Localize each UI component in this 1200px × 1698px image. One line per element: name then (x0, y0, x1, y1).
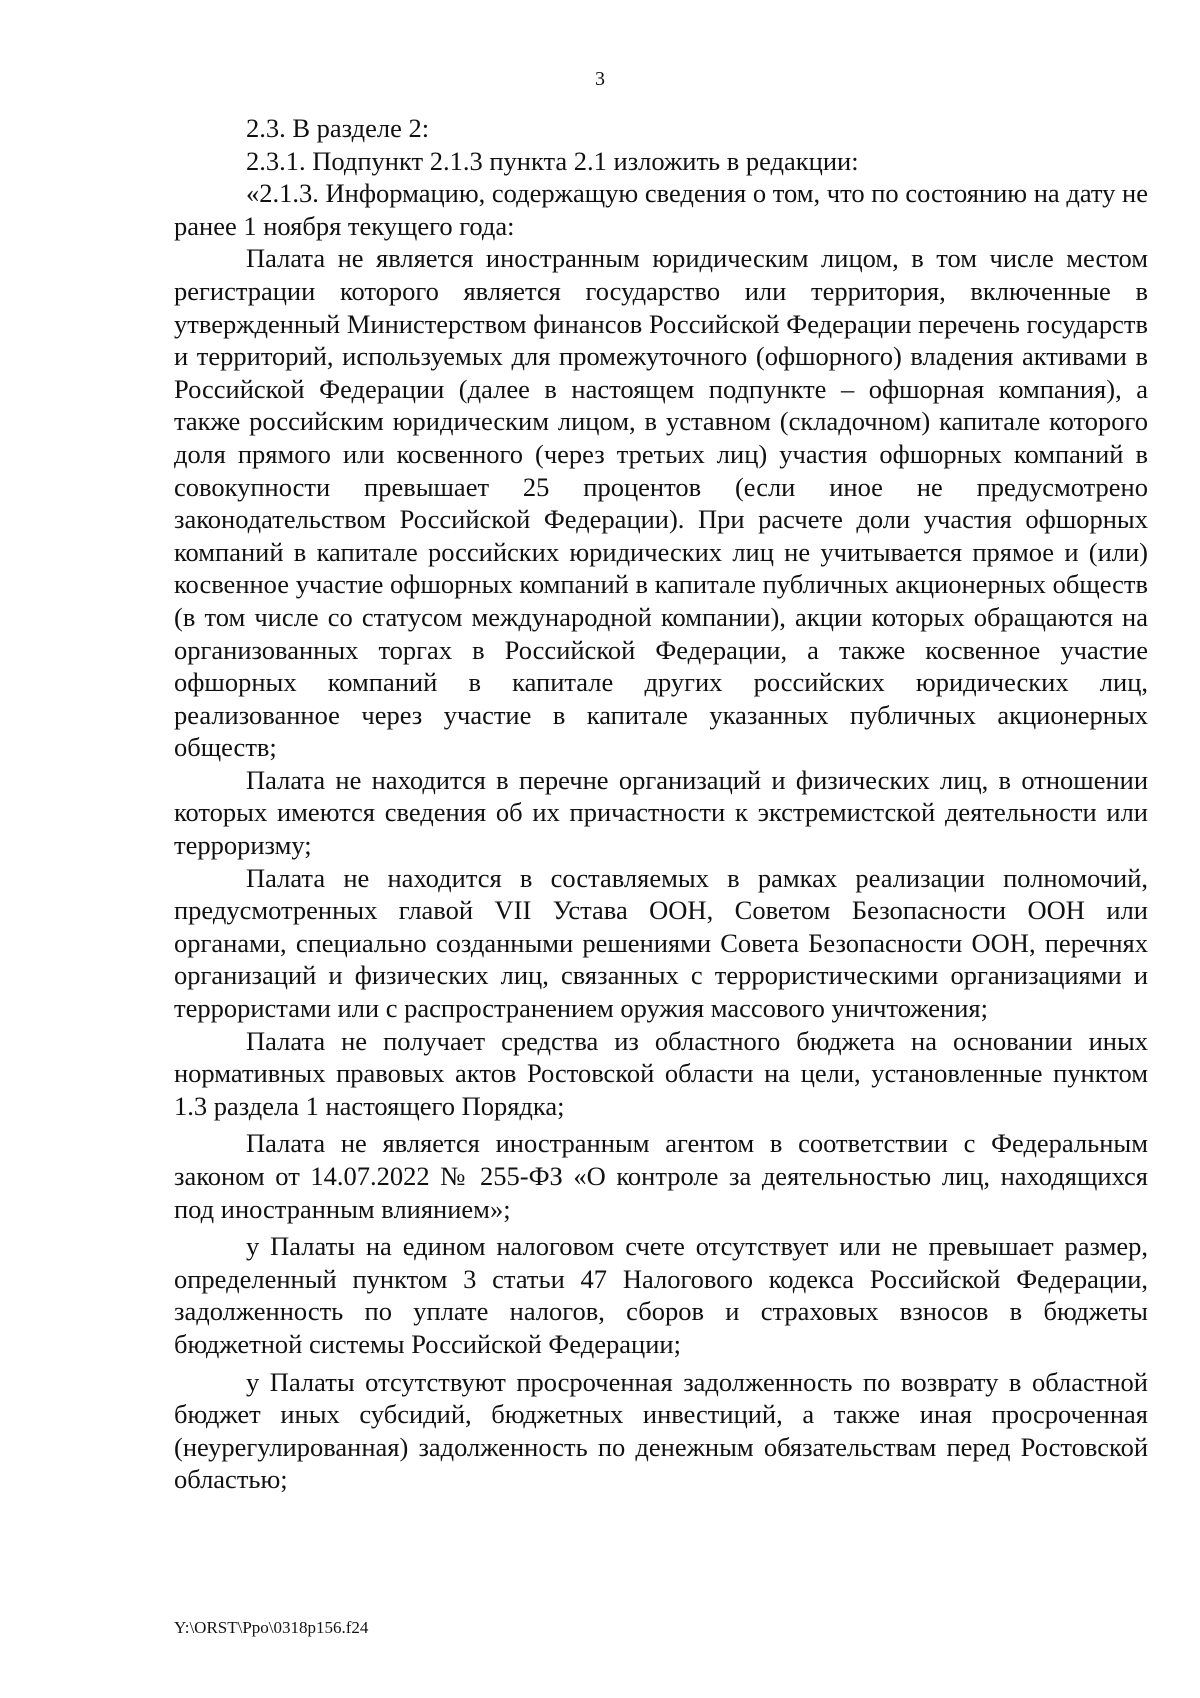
paragraph-foreign-agent: Палата не является иностранным агентом в соответствии с Федеральным законом от 14.07.2022 № 255-ФЗ «О контроле за деятельностью лиц, находящихся под иностранным влиянием»; (174, 1128, 1148, 1224)
paragraph-section-2-3: 2.3. В разделе 2: (246, 113, 430, 143)
paragraph-regional-budget: Палата не получает средства из областного бюджета на основании иных нормативных правовых актов Ростовской области на цели, установленные пунктом 1.3 раздела 1 настоящего Порядка; (174, 1025, 1148, 1121)
document-body (174, 112, 1148, 1496)
paragraph-subitem-2-3-1: 2.3.1. Подпункт 2.1.3 пункта 2.1 изложить в редакции: (246, 145, 859, 176)
paragraph-tax-debt: у Палаты на едином налоговом счете отсутствует или не превышает размер, определенный пунктом 3 статьи 47 Налогового кодекса Российской Федерации, задолженность по уплате налогов, сборов и страховых взносов в бюджеты бюджетной системы Российской Федерации; (174, 1231, 1148, 1359)
footer-file-path: Y:\ORST\Ppo\0318p156.f24 (174, 1618, 369, 1637)
paragraph-subitem-2-1-3: «2.1.3. Информацию, содержащую сведения о том, что по состоянию на дату не ранее 1 ноября текущего года: (174, 178, 1148, 241)
paragraph-un-lists: Палата не находится в составляемых в рамках реализации полномочий, предусмотренных главой VII Устава ООН, Советом Безопасности ООН или органами, специально созданными решениями Совета Безопасности ООН, перечнях организаций и физических лиц, связанных с террористическими организациями и террористами или с распространением оружия массового уничтожения; (174, 862, 1148, 1024)
paragraph-offshore: Палата не является иностранным юридическим лицом, в том числе местом регистрации которого является государство или территория, включенные в утвержденный Министерством финансов Российской Федерации перечень государств и территорий, используемых для промежуточного (офшорного) владения активами в Российской Федерации (далее в настоящем подпункте – офшорная компания), а также российским юридическим лицом, в уставном (складочном) капитале которого доля прямого или косвенного (через третьих лиц) участия офшорных компаний в совокупности превышает 25 процентов (если иное не предусмотрено законодательством Российской Федерации). При расчете доли участия офшорных компаний в капитале российских юридических лиц не учитывается прямое и (или) косвенное участие офшорных компаний в капитале публичных акционерных обществ (в том числе со статусом международной компании), акции которых обращаются на организованных торгах в Российской Федерации, а также косвенное участие офшорных компаний в капитале других российских юридических лиц, реализованное через участие в капитале указанных публичных акционерных обществ; (174, 243, 1148, 763)
paragraph-overdue-debt: у Палаты отсутствуют просроченная задолженность по возврату в областной бюджет иных субсидий, бюджетных инвестиций, а также иная просроченная (неурегулированная) задолженность по денежным обязательствам перед Ростовской областью; (174, 1366, 1148, 1495)
paragraph-extremism: Палата не находится в перечне организаций и физических лиц, в отношении которых имеются сведения об их причастности к экстремистской деятельности или терроризму; (174, 764, 1148, 861)
page-number: 3 (595, 68, 605, 90)
